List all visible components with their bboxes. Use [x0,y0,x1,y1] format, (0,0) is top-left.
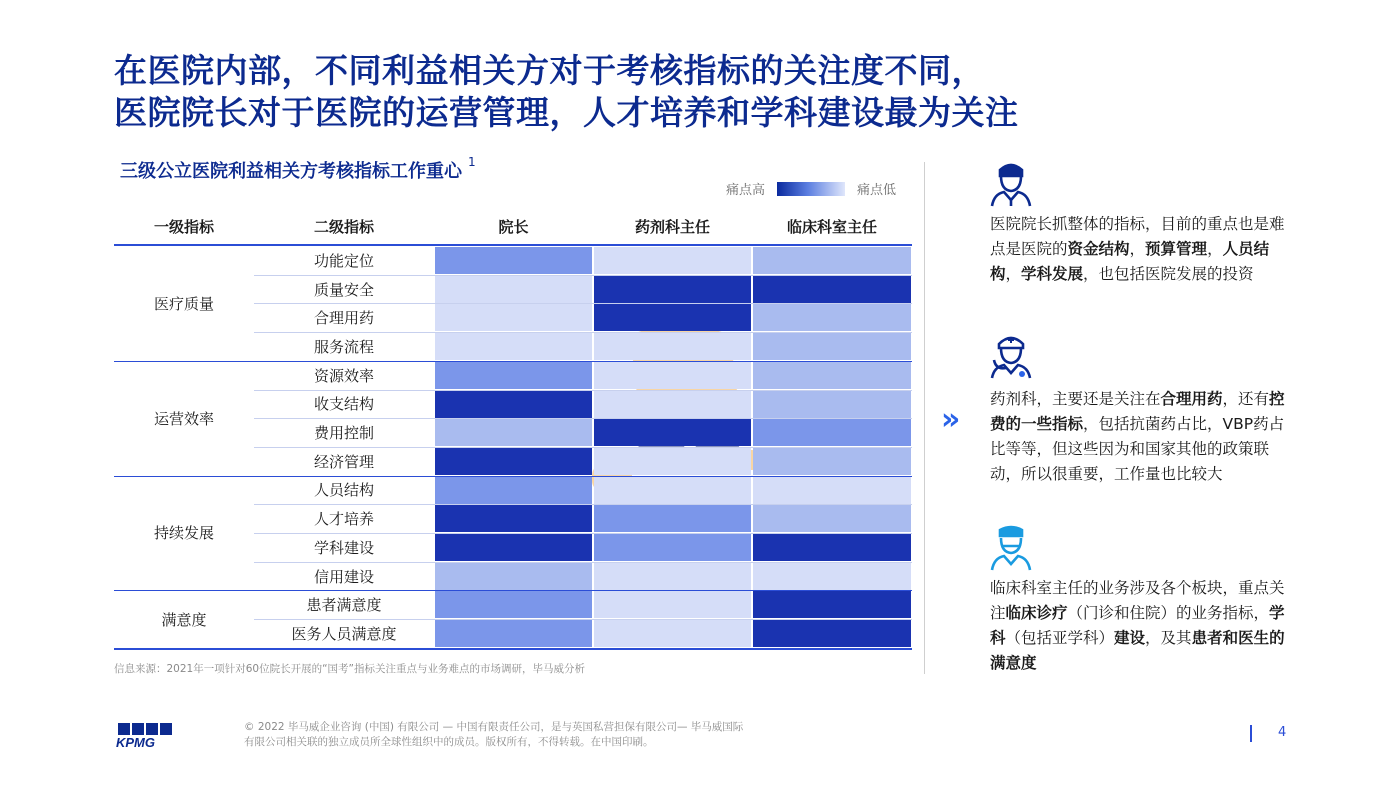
heat-cell [435,276,592,303]
source-note: 信息来源：2021年一项针对60位院长开展的“国考”指标关注重点与业务难点的市场调研，毕马威分析 [114,663,585,675]
heat-cell [594,247,751,274]
heat-cell [435,505,592,532]
description-text: ，也包括医院发展的投资 [1083,265,1254,283]
group-label: 满意度 [161,610,207,629]
heat-cell [435,362,592,389]
heat-cell [753,391,911,418]
heat-cell [753,620,911,647]
heat-cell [594,620,751,647]
column-header: 院长 [498,217,529,236]
page-number-bar [1250,725,1252,742]
heat-cell [594,276,751,303]
doctor-icon [986,158,1036,208]
group-label: 持续发展 [153,524,214,543]
heat-cell [594,333,751,360]
director-description [990,212,1290,287]
heat-cell [753,362,911,389]
heat-legend [726,179,896,198]
clinician-icon [986,522,1036,572]
row-label: 功能定位 [313,251,374,270]
description-text: （包括亚学科） [1005,629,1115,647]
heat-cell [594,391,751,418]
copyright-footer: © 2022 毕马威企业咨询 (中国) 有限公司 — 中国有限责任公司，是与英国私营担保有限公司— 毕马威国际有限公司相关联的独立成员所全球性组织中的成员。版权所有，不得转载。在中国印刷。 [244,721,744,748]
heat-cell [753,591,911,618]
row-label: 人才培养 [313,510,374,529]
chevron-right-icon: » [941,402,961,437]
heat-cell [753,477,911,504]
description-text: ， [1207,240,1223,258]
heat-cell [594,563,751,590]
row-label: 人员结构 [313,481,374,500]
legend-high-label: 痛点高 [726,183,766,198]
column-header: 一级指标 [153,217,214,236]
row-label: 资源效率 [313,366,374,385]
group-separator [114,648,912,650]
column-header: 药剂科主任 [634,217,710,236]
subtitle-text: 三级公立医院利益相关方考核指标工作重心 [120,161,462,182]
heat-cell [435,477,592,504]
description-text: ， [1129,240,1146,258]
row-label: 学科建设 [313,538,374,557]
heat-cell [753,563,911,590]
description-text: 临床科室主任的业务涉及各个板块，重点关注 [990,579,1285,622]
highlight-text: 资金结构 [1067,240,1130,258]
description-text: ，及其 [1145,629,1192,647]
title-line-1: 在医院内部，不同利益相关方对于考核指标的关注度不同， [114,51,985,90]
vertical-divider [924,162,925,674]
heat-cell [435,534,592,561]
legend-gradient-bar [777,182,845,196]
row-label: 费用控制 [313,424,374,443]
heat-cell [435,591,592,618]
heat-cell [594,534,751,561]
highlight-text: 建设 [1114,629,1146,647]
heat-cell [435,333,592,360]
heat-cell [594,477,751,504]
heat-cell [753,419,911,446]
description-text: ， [1005,265,1022,283]
heat-cell [753,505,911,532]
highlight-text: 学科 [990,604,1285,647]
heat-cell [435,620,592,647]
heat-cell [435,419,592,446]
table-subtitle [120,157,476,183]
column-header: 二级指标 [313,217,374,236]
highlight-text: 患者和医生的满意度 [990,629,1285,672]
column-header: 临床科室主任 [786,217,877,236]
highlight-text: 预算管理 [1145,240,1208,258]
description-text: ，还有 [1222,390,1270,408]
page-number: 4 [1278,725,1287,740]
description-text: 药剂科，主要还是关注在 [990,390,1161,408]
description-text: （门诊和住院）的业务指标， [1067,604,1270,622]
heat-cell [594,591,751,618]
row-label: 收支结构 [313,395,374,414]
clinical-description [990,576,1290,676]
heat-cell [753,534,911,561]
heat-cell [435,304,592,331]
group-label: 运营效率 [153,409,214,428]
pharmacy-description [990,387,1290,487]
heat-cell [594,505,751,532]
heat-cell [435,448,592,475]
heat-cell [594,362,751,389]
legend-low-label: 痛点低 [857,183,897,198]
heat-cell [435,563,592,590]
subtitle-footnote: 1 [468,155,476,169]
heat-cell [435,391,592,418]
kpmg-logo [116,723,176,749]
heat-cell [594,304,751,331]
row-label: 信用建设 [313,567,374,586]
svg-text:KPMG: KPMG [116,735,155,749]
row-label: 服务流程 [313,337,374,356]
group-label: 医疗质量 [153,294,214,313]
row-label: 经济管理 [313,452,374,471]
description-text: 医院院长抓整体的指标，目前的重点也是难点是医院的 [990,215,1285,258]
title-line-2: 医院院长对于医院的运营管理，人才培养和学科建设最为关注 [114,93,1019,132]
highlight-text: 合理用药 [1160,390,1223,408]
heat-cell [594,419,751,446]
heat-cell [753,448,911,475]
row-label: 质量安全 [313,280,374,299]
highlight-text: 临床诊疗 [1005,604,1068,622]
page-title [114,50,1294,134]
heat-cell [753,247,911,274]
heat-cell [753,333,911,360]
heat-cell [594,448,751,475]
row-label: 合理用药 [313,309,374,328]
row-label: 医务人员满意度 [291,624,397,643]
highlight-text: 学科发展 [1021,265,1084,283]
heat-cell [753,304,911,331]
heat-cell [753,276,911,303]
heat-cell [435,247,592,274]
description-text: ，包括抗菌药占比，VBP药占比等等，但这些因为和国家其他的政策联动，所以很重要，工作量也比较大 [990,415,1285,483]
highlight-text: 控费的一些指标 [990,390,1285,433]
highlight-text: 人员结构 [990,240,1270,283]
pharmacist-icon [986,330,1036,380]
row-label: 患者满意度 [306,596,382,615]
